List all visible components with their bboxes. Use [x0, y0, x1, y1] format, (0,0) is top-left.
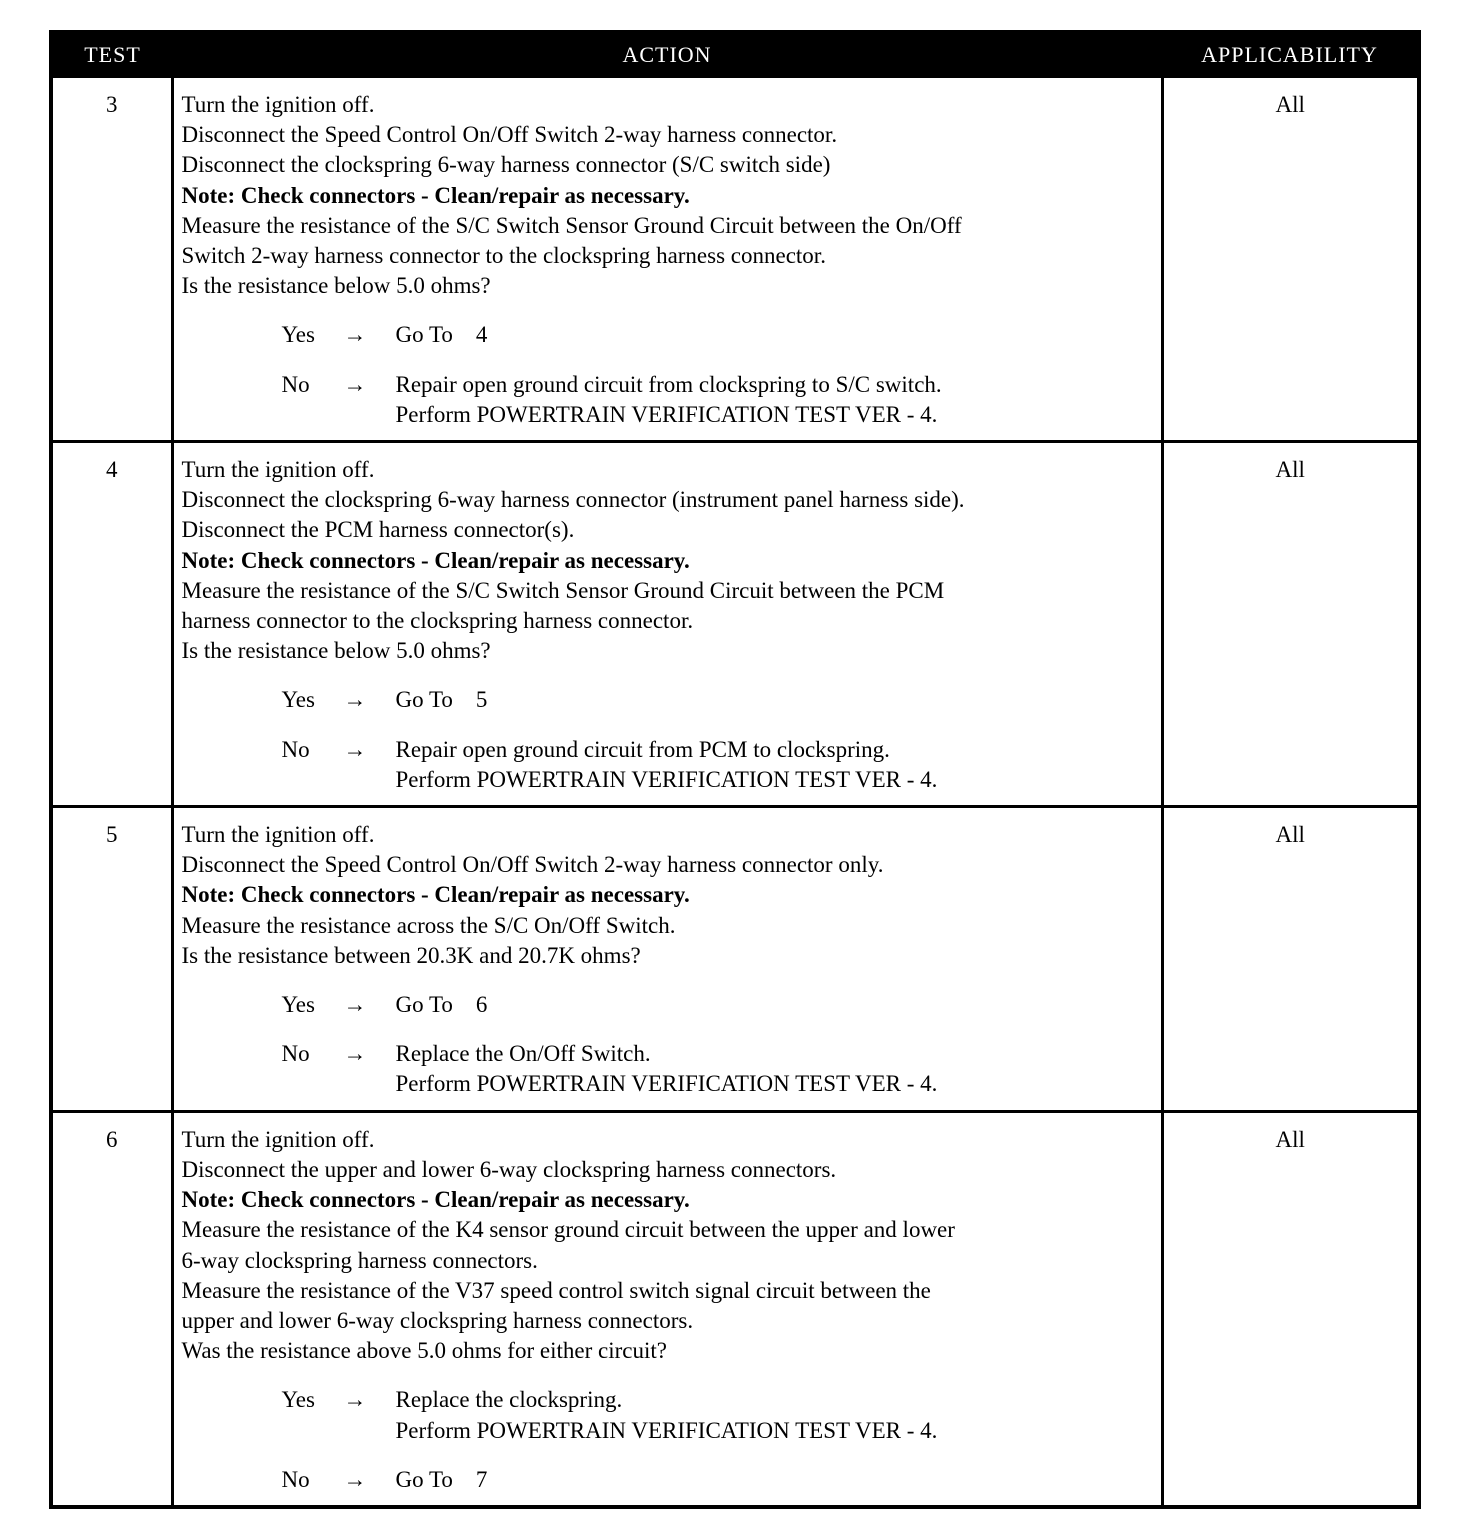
result-line: Replace the clockspring.	[395, 1387, 623, 1413]
test-number: 3	[51, 77, 172, 442]
no-branch	[182, 1465, 1159, 1495]
result-line: Perform POWERTRAIN VERIFICATION TEST VER - 4.	[395, 401, 938, 427]
table-row	[51, 77, 1419, 442]
action-step: Was the resistance above 5.0 ohms for either circuit?	[181, 1338, 667, 1364]
yes-branch	[182, 685, 1159, 715]
header-test: TEST	[51, 32, 172, 77]
action-step: Measure the resistance across the S/C On/Off Switch.	[181, 912, 676, 938]
action-step: Turn the ignition off.	[181, 457, 375, 483]
no-result	[396, 1465, 1159, 1495]
yes-result	[396, 320, 1159, 350]
right-arrow-icon: →	[343, 1387, 367, 1413]
right-arrow-icon: →	[343, 322, 367, 348]
yes-result	[396, 685, 1159, 715]
action-step: Measure the resistance of the S/C Switch Sensor Ground Circuit between the PCM	[181, 577, 945, 603]
right-arrow-icon: →	[343, 736, 367, 762]
no-branch	[182, 735, 1159, 795]
table-header	[51, 32, 1419, 77]
action-step: Turn the ignition off.	[181, 1126, 375, 1152]
test-number: 5	[51, 807, 172, 1112]
header-applicability: APPLICABILITY	[1162, 32, 1419, 77]
test-number: 4	[51, 442, 172, 807]
action-step: Disconnect the PCM harness connector(s).	[181, 517, 575, 543]
right-arrow-icon: →	[343, 992, 367, 1018]
applicability-value: All	[1162, 807, 1419, 1112]
action-note: Note: Check connectors - Clean/repair as necessary.	[181, 182, 690, 208]
action-cell	[172, 77, 1162, 442]
right-arrow-icon: →	[343, 687, 367, 713]
right-arrow-icon: →	[343, 1466, 367, 1492]
yes-branch	[182, 320, 1159, 350]
diagnostic-test-table-container	[49, 30, 1417, 1492]
action-step: harness connector to the clockspring harness connector.	[181, 608, 694, 634]
right-arrow-icon: →	[343, 1041, 367, 1067]
header-action: ACTION	[172, 32, 1162, 77]
action-cell	[172, 442, 1162, 807]
action-step: Measure the resistance of the S/C Switch Sensor Ground Circuit between the On/Off	[181, 212, 962, 238]
yes-label: Yes	[281, 322, 315, 348]
result-line: Perform POWERTRAIN VERIFICATION TEST VER - 4.	[395, 1071, 938, 1097]
applicability-value: All	[1162, 442, 1419, 807]
header-row	[51, 32, 1419, 77]
yes-label: Yes	[281, 687, 315, 713]
result-line: Perform POWERTRAIN VERIFICATION TEST VER - 4.	[395, 766, 938, 792]
no-label: No	[281, 371, 310, 397]
yes-branch	[182, 990, 1159, 1020]
action-step: Turn the ignition off.	[181, 822, 375, 848]
action-step: Switch 2-way harness connector to the clockspring harness connector.	[181, 243, 826, 269]
applicability-value: All	[1162, 77, 1419, 442]
no-result	[396, 735, 1159, 795]
no-result	[396, 370, 1159, 430]
test-number: 6	[51, 1111, 172, 1507]
no-result	[396, 1039, 1159, 1099]
table-row	[51, 1111, 1419, 1507]
action-step: Disconnect the Speed Control On/Off Switch 2-way harness connector only.	[181, 852, 884, 878]
action-note: Note: Check connectors - Clean/repair as necessary.	[181, 1187, 690, 1213]
no-branch	[182, 1039, 1159, 1099]
action-step: Disconnect the clockspring 6-way harness connector (instrument panel harness side).	[181, 487, 965, 513]
table-body	[51, 77, 1419, 1507]
no-label: No	[281, 736, 310, 762]
diagnostic-test-table	[49, 30, 1421, 1509]
no-label: No	[281, 1466, 310, 1492]
yes-label: Yes	[281, 1387, 315, 1413]
action-note: Note: Check connectors - Clean/repair as necessary.	[181, 547, 690, 573]
table-row	[51, 442, 1419, 807]
action-step: 6-way clockspring harness connectors.	[181, 1247, 538, 1273]
result-line: Go To 6	[395, 992, 488, 1018]
action-step: Is the resistance between 20.3K and 20.7K ohms?	[181, 942, 641, 968]
yes-label: Yes	[281, 992, 315, 1018]
result-line: Go To 7	[395, 1466, 488, 1492]
no-branch	[182, 370, 1159, 430]
yes-result	[396, 990, 1159, 1020]
action-note: Note: Check connectors - Clean/repair as necessary.	[181, 882, 690, 908]
table-row	[51, 807, 1419, 1112]
result-line: Repair open ground circuit from PCM to clockspring.	[395, 736, 890, 762]
action-step: upper and lower 6-way clockspring harness connectors.	[181, 1307, 694, 1333]
result-line: Perform POWERTRAIN VERIFICATION TEST VER - 4.	[395, 1417, 938, 1443]
no-label: No	[281, 1041, 310, 1067]
result-line: Repair open ground circuit from clockspring to S/C switch.	[395, 371, 942, 397]
action-cell	[172, 807, 1162, 1112]
action-step: Measure the resistance of the K4 sensor ground circuit between the upper and lower	[181, 1217, 955, 1243]
action-step: Disconnect the Speed Control On/Off Switch 2-way harness connector.	[181, 122, 838, 148]
action-step: Disconnect the upper and lower 6-way clockspring harness connectors.	[181, 1156, 837, 1182]
action-step: Is the resistance below 5.0 ohms?	[181, 638, 491, 664]
result-line: Replace the On/Off Switch.	[395, 1041, 651, 1067]
action-step: Turn the ignition off.	[181, 92, 375, 117]
applicability-value: All	[1162, 1111, 1419, 1507]
action-step: Is the resistance below 5.0 ohms?	[181, 273, 491, 299]
yes-result	[396, 1385, 1159, 1445]
result-line: Go To 4	[395, 322, 488, 348]
action-step: Measure the resistance of the V37 speed control switch signal circuit between the	[181, 1277, 931, 1303]
result-line: Go To 5	[395, 687, 488, 713]
action-step: Disconnect the clockspring 6-way harness connector (S/C switch side)	[181, 152, 831, 178]
yes-branch	[182, 1385, 1159, 1445]
right-arrow-icon: →	[343, 371, 367, 397]
action-cell	[172, 1111, 1162, 1507]
